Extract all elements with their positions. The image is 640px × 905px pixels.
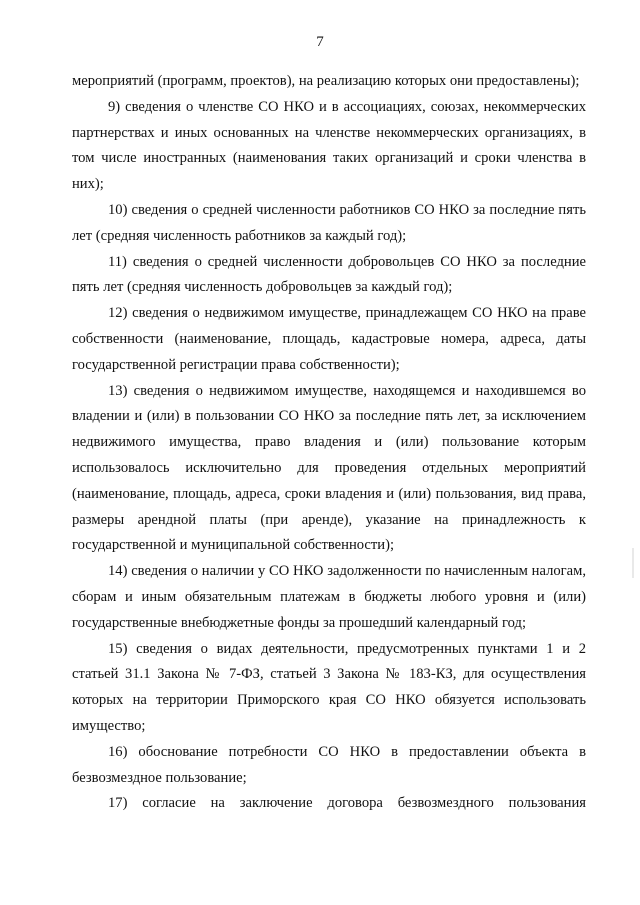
paragraph-item-12: 12) сведения о недвижимом имуществе, принадлежащем СО НКО на праве собственности (наименование, площадь, кадастровые номера, адреса, даты государственной регистрации права собственности); bbox=[72, 305, 586, 373]
paragraph-item-9: 9) сведения о членстве СО НКО и в ассоциациях, союзах, некоммерческих партнерствах и иных основанных на членстве некоммерческих организациях, в том числе иностранных (наименования таких организаций и сроки членства в них); bbox=[72, 98, 586, 193]
paragraph-item-14: 14) сведения о наличии у СО НКО задолженности по начисленным налогам, сборам и иным обязательным платежам в бюджеты любого уровня и (или) государственные внебюджетные фонды за прошедший календарный год; bbox=[72, 563, 586, 631]
scan-artifact bbox=[632, 548, 634, 578]
paragraph-item-15: 15) сведения о видах деятельности, предусмотренных пунктами 1 и 2 статьей 31.1 Закона № 7-ФЗ, статьей 3 Закона № 183-КЗ, для осуществления которых на территории Приморского края СО НКО обязуется использовать имущество; bbox=[72, 640, 586, 734]
paragraph-item-11: 11) сведения о средней численности добровольцев СО НКО за последние пять лет (средняя численность добровольцев за каждый год); bbox=[72, 253, 586, 296]
paragraph-item-10: 10) сведения о средней численности работников СО НКО за последние пять лет (средняя численность работников за каждый год); bbox=[72, 201, 586, 244]
paragraph-item-17: 17) согласие на заключение договора безвозмездного пользования bbox=[108, 795, 586, 812]
paragraph-item-13: 13) сведения о недвижимом имуществе, находящемся и находившемся во владении и (или) в пользовании СО НКО за последние пять лет, за исключением недвижимого имущества, право владения и (или) пользование которым использовалось исключительно для проведения отдельных мероприятий (наименование, площадь, адреса, сроки владения и (или) пользования, вид права, размеры арендной платы (при аренде), указание на принадлежность к государственной и муниципальной собственности); bbox=[72, 382, 586, 554]
paragraph-item-16: 16) обоснование потребности СО НКО в предоставлении объекта в безвозмездное пользование; bbox=[72, 743, 586, 786]
page-number: 7 bbox=[316, 34, 324, 50]
document-body bbox=[72, 69, 586, 817]
paragraph-continuation: мероприятий (программ, проектов), на реализацию которых они предоставлены); bbox=[72, 73, 580, 89]
